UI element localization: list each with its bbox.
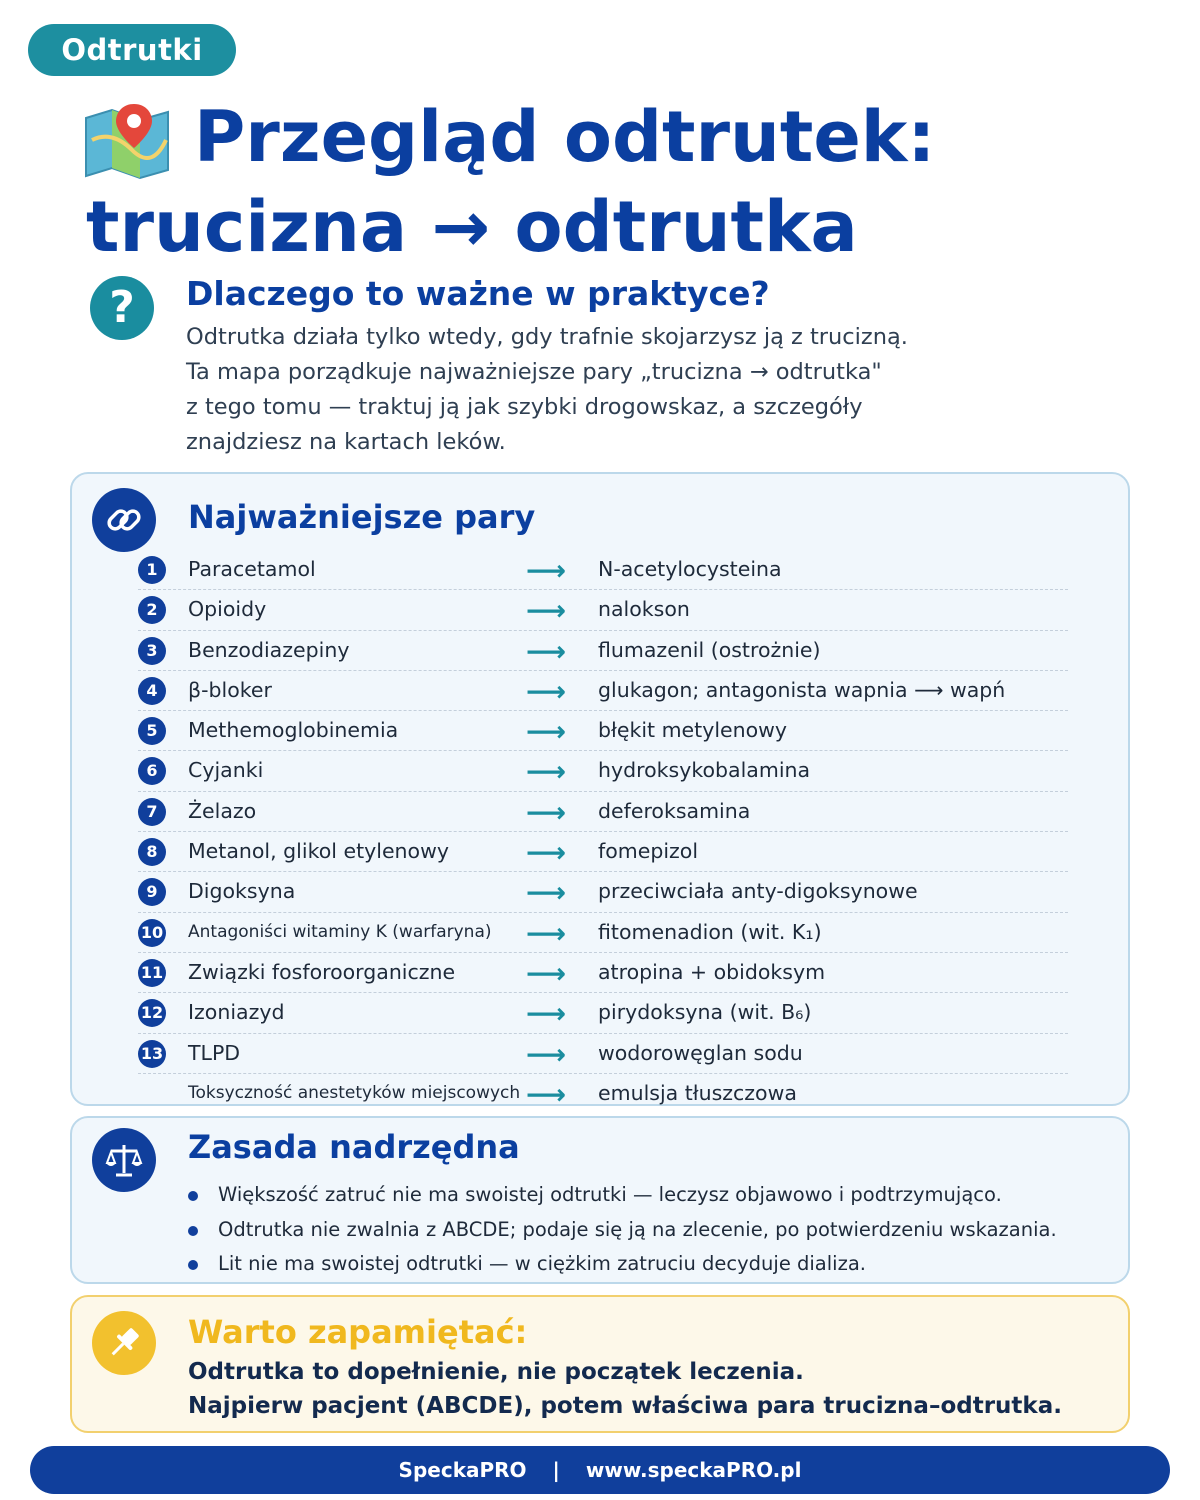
- pair-antidote: atropina + obidoksym: [598, 959, 826, 984]
- pair-row: [138, 590, 1068, 630]
- pair-antidote: N-acetylocysteina: [598, 557, 782, 581]
- rule-bullet: Lit nie ma swoistej odtrutki — w ciężkim zatruciu decyduje dializa.: [188, 1247, 1057, 1282]
- pairs-list: [138, 550, 1068, 1113]
- footer-separator: |: [552, 1458, 560, 1482]
- arrow-icon: ⟶: [526, 594, 567, 628]
- pair-number: 5: [138, 717, 166, 745]
- pair-number: 11: [138, 959, 166, 987]
- why-heading: Dlaczego to ważne w praktyce?: [186, 274, 770, 313]
- why-line: z tego tomu — traktuj ją jak szybki drogowskaz, a szczegóły: [186, 394, 863, 420]
- pairs-heading: Najważniejsze pary: [188, 498, 536, 536]
- rule-card: [70, 1116, 1130, 1284]
- pair-poison: Cyjanki: [188, 758, 264, 783]
- rule-heading: Zasada nadrzędna: [188, 1128, 520, 1166]
- pair-row: [138, 550, 1068, 590]
- rule-bullet: Większość zatruć nie ma swoistej odtrutki — leczysz objawowo i podtrzymująco.: [188, 1178, 1057, 1213]
- pair-row: [138, 711, 1068, 751]
- link-icon: [92, 488, 156, 552]
- pairs-card: [70, 472, 1130, 1111]
- why-line: znajdziesz na kartach leków.: [186, 429, 506, 455]
- pair-antidote: wodorowęglan sodu: [598, 1040, 803, 1065]
- pair-row: [138, 1074, 1068, 1113]
- page-title: [86, 92, 935, 272]
- pair-number: 8: [138, 838, 166, 866]
- arrow-icon: ⟶: [526, 674, 567, 708]
- pair-poison: β-bloker: [188, 677, 272, 702]
- pair-poison: Antagoniści witaminy K (warfaryna): [188, 921, 492, 942]
- pair-poison: Związki fosforoorganiczne: [188, 959, 456, 984]
- why-paragraph: [186, 320, 1026, 460]
- arrow-icon: ⟶: [526, 1077, 567, 1111]
- pair-poison: Opioidy: [188, 597, 267, 622]
- remember-text: [188, 1355, 1062, 1423]
- footer-url[interactable]: www.speckaPRO.pl: [585, 1458, 802, 1482]
- footer-bar: [30, 1446, 1170, 1494]
- arrow-icon: ⟶: [526, 836, 567, 870]
- pair-number: 7: [138, 798, 166, 826]
- pair-number: 13: [138, 1040, 166, 1068]
- arrow-icon: ⟶: [526, 956, 567, 990]
- pair-antidote: pirydoksyna (wit. B₆): [598, 1000, 812, 1025]
- pair-number: 2: [138, 596, 166, 624]
- pair-antidote: nalokson: [598, 597, 690, 622]
- arrow-icon: ⟶: [526, 554, 567, 587]
- pair-antidote: hydroksykobalamina: [598, 758, 811, 783]
- pair-poison: Żelazo: [188, 798, 257, 823]
- why-line: Odtrutka działa tylko wtedy, gdy trafnie skojarzysz ją z trucizną.: [186, 324, 908, 350]
- pair-antidote: fitomenadion (wit. K₁): [598, 919, 822, 944]
- pair-number: 10: [138, 919, 166, 947]
- pair-number: 1: [138, 556, 166, 584]
- pair-row: [138, 1034, 1068, 1074]
- pair-row: [138, 792, 1068, 832]
- pair-antidote: flumazenil (ostrożnie): [598, 637, 821, 662]
- remember-line: Najpierw pacjent (ABCDE), potem właściwa para trucizna–odtrutka.: [188, 1393, 1062, 1419]
- scales-icon: [92, 1128, 156, 1192]
- arrow-icon: ⟶: [526, 876, 567, 910]
- pair-poison: Methemoglobinemia: [188, 718, 399, 743]
- rule-bullets: [188, 1178, 1057, 1282]
- pair-poison: Digoksyna: [188, 879, 296, 904]
- title-line-1: Przegląd odtrutek:: [194, 96, 936, 178]
- arrow-icon: ⟶: [526, 634, 567, 668]
- pair-row: [138, 953, 1068, 993]
- pair-poison: Benzodiazepiny: [188, 637, 350, 662]
- pair-antidote: przeciwciała anty-digoksynowe: [598, 879, 918, 904]
- pair-antidote: błękit metylenowy: [598, 718, 788, 743]
- pushpin-icon: [92, 1311, 156, 1375]
- pair-antidote: glukagon; antagonista wapnia ⟶ wapń: [598, 677, 1006, 702]
- pair-row: [138, 913, 1068, 953]
- pair-row: [138, 872, 1068, 912]
- pair-number: 9: [138, 878, 166, 906]
- arrow-icon: ⟶: [526, 1037, 567, 1071]
- pair-poison: Toksyczność anestetyków miejscowych: [188, 1082, 521, 1103]
- remember-card: [70, 1295, 1130, 1433]
- title-line-2: trucizna → odtrutka: [86, 186, 858, 268]
- pair-row: [138, 832, 1068, 872]
- pair-number: 4: [138, 677, 166, 705]
- pair-number: 6: [138, 757, 166, 785]
- remember-heading: Warto zapamiętać:: [188, 1313, 528, 1351]
- question-icon: ?: [90, 276, 154, 340]
- pair-row: [138, 993, 1068, 1033]
- pair-poison: Izoniazyd: [188, 1000, 285, 1025]
- pair-antidote: deferoksamina: [598, 798, 751, 823]
- pair-row: [138, 671, 1068, 711]
- pair-row: [138, 751, 1068, 791]
- pair-antidote: emulsja tłuszczowa: [598, 1080, 797, 1105]
- arrow-icon: ⟶: [526, 997, 567, 1031]
- pair-poison: Metanol, glikol etylenowy: [188, 839, 449, 864]
- pair-number: 12: [138, 999, 166, 1027]
- remember-line: Odtrutka to dopełnienie, nie początek leczenia.: [188, 1359, 804, 1385]
- pair-poison: TLPD: [188, 1040, 241, 1065]
- arrow-icon: ⟶: [526, 916, 567, 950]
- arrow-icon: ⟶: [526, 795, 567, 829]
- footer-brand: SpeckaPRO: [398, 1458, 527, 1482]
- arrow-icon: ⟶: [526, 715, 567, 749]
- pair-number: 3: [138, 637, 166, 665]
- category-tag: Odtrutki: [28, 24, 236, 76]
- pair-antidote: fomepizol: [598, 839, 699, 864]
- pair-poison: Paracetamol: [188, 557, 316, 581]
- arrow-icon: ⟶: [526, 755, 567, 789]
- pair-row: [138, 631, 1068, 671]
- why-line: Ta mapa porządkuje najważniejsze pary „trucizna → odtrutka": [186, 359, 882, 385]
- rule-bullet: Odtrutka nie zwalnia z ABCDE; podaje się ją na zlecenie, po potwierdzeniu wskazania.: [188, 1213, 1057, 1248]
